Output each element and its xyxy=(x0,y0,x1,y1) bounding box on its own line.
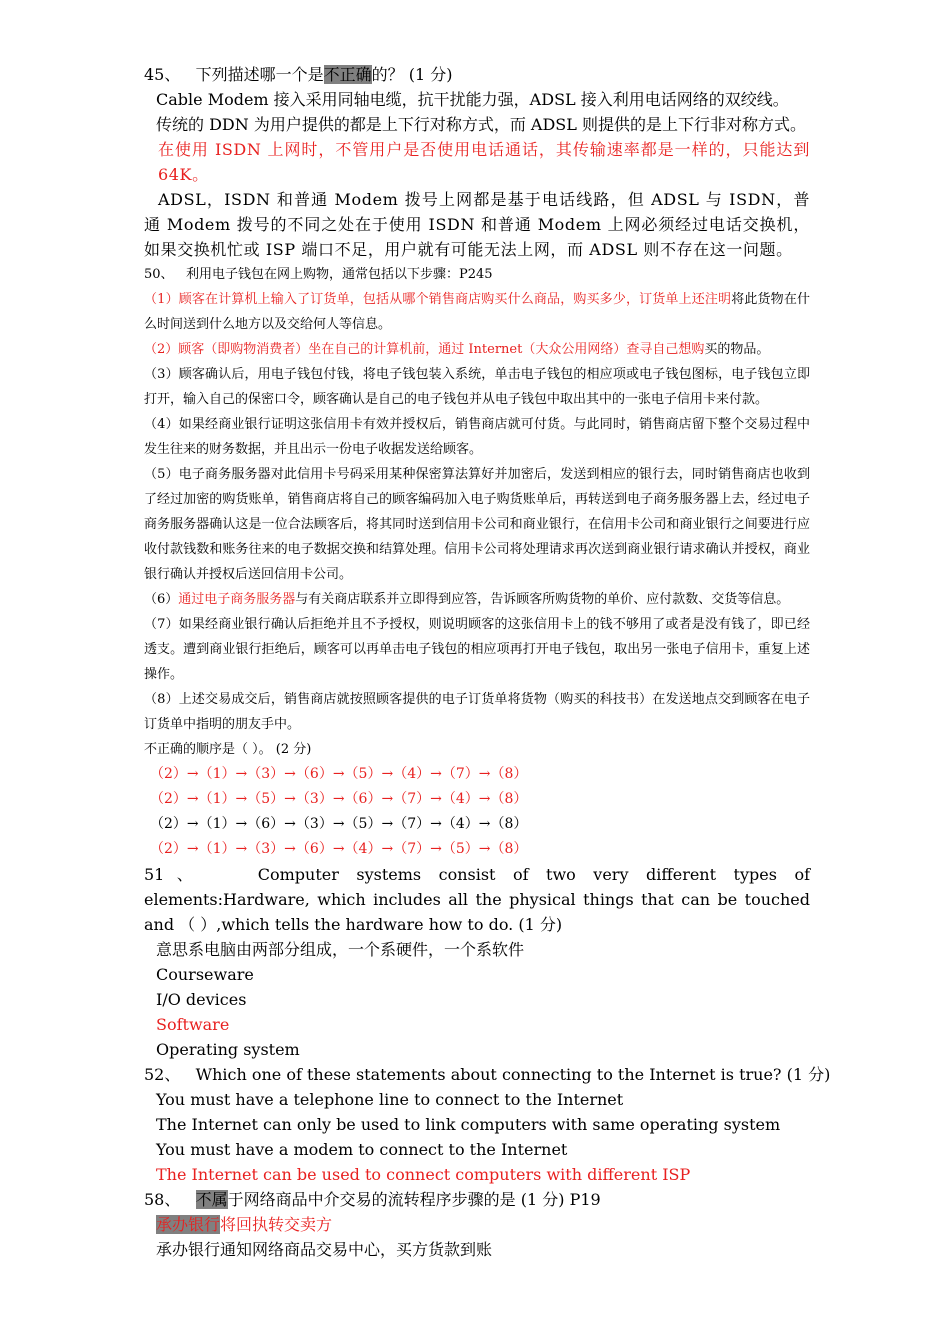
q58-stem-post: 于网络商品中介交易的流转程序步骤的是 (1 分) P19 xyxy=(227,1190,601,1209)
q50-ask: 不正确的顺序是（ ）。 (2 分) xyxy=(144,742,312,757)
q45-option-3-correct: 在使用 ISDN 上网时，不管用户是否使用电话通话，其传输速率都是一样的，只能达到 64K。 xyxy=(158,140,810,184)
q50-step-6-rest: 与有关商店联系并立即得到应答，告诉顾客所购货物的单价、应付款数、交货等信息。 xyxy=(295,592,790,607)
q45-option-4: ADSL，ISDN 和普通 Modem 拨号上网都是基于电话线路，但 ADSL 与 ISDN，普通 Modem 拨号的不同之处在于使用 ISDN 和普通 Modem 上网必须经过电话交换机，如果交换机忙或 ISP 端口不足，用户就有可能无法上网，而 ADSL 则不存在这一问题。 xyxy=(144,190,810,259)
q51-option-3-correct: Software xyxy=(156,1015,230,1034)
q50-step-7: （7）如果经商业银行确认后拒绝并且不予授权，则说明顾客的这张信用卡上的钱不够用了或者是没有钱了，即已经透支。遭到商业银行拒绝后，顾客可以再单击电子钱包的相应项再打开电子钱包，取出另一张电子信用卡，重复上述操作。 xyxy=(144,617,810,682)
q52-number: 52、 xyxy=(144,1065,181,1084)
q52-option-3: You must have a modem to connect to the Internet xyxy=(156,1140,568,1159)
q58-option-1 xyxy=(144,1212,810,1237)
q45-stem-highlight: 不正确 xyxy=(323,65,372,84)
document-page xyxy=(144,62,831,1262)
q51-number: 51、 xyxy=(144,865,206,884)
q50-step-3: （3）顾客确认后，用电子钱包付钱，将电子钱包装入系统，单击电子钱包的相应项或电子钱包图标，电子钱包立即打开，输入自己的保密口令，顾客确认是自己的电子钱包并从电子钱包中取出其中的一张电子信用卡来付款。 xyxy=(144,367,810,407)
q50-option-2: （2）→（1）→（5）→（3）→（6）→（7）→（4）→（8） xyxy=(150,791,528,807)
q45-stem-pre: 下列描述哪一个是 xyxy=(195,65,324,84)
q50-number: 50、 xyxy=(144,267,174,282)
q51-option-4: Operating system xyxy=(156,1040,300,1059)
q52-stem-text: Which one of these statements about connecting to the Internet is true? (1 分) xyxy=(195,1065,831,1084)
q50-step-1 xyxy=(144,287,810,337)
q52-option-4-correct: The Internet can be used to connect computers with different ISP xyxy=(156,1165,691,1184)
q58-option-1-highlight: 承办银行 xyxy=(156,1215,221,1234)
q58-option-1-rest: 将回执转交卖方 xyxy=(220,1215,333,1234)
q51-option-2: I/O devices xyxy=(156,990,247,1009)
q58-stem xyxy=(144,1187,810,1212)
q45-stem xyxy=(144,62,810,87)
q58-number: 58、 xyxy=(144,1190,181,1209)
q51-option-1: Courseware xyxy=(156,965,254,984)
q58-option-2: 承办银行通知网络商品交易中心，买方货款到账 xyxy=(156,1240,493,1259)
q45-option-1: Cable Modem 接入采用同轴电缆，抗干扰能力强，ADSL 接入利用电话网络的双绞线。 xyxy=(156,90,789,109)
q50-step-2 xyxy=(144,337,810,362)
q50-step-2-red: （2）顾客（即购物消费者）坐在自己的计算机前，通过 Internet（大众公用网络）查寻自己想购 xyxy=(144,342,705,357)
q50-step-6 xyxy=(144,587,810,612)
q50-step-8: （8）上述交易成交后，销售商店就按照顾客提供的电子订货单将货物（购买的科技书）在发送地点交到顾客在电子订货单中指明的朋友手中。 xyxy=(144,692,810,732)
q45-number: 45、 xyxy=(144,65,181,84)
q52-option-2: The Internet can only be used to link computers with same operating system xyxy=(156,1115,781,1134)
q58-stem-highlight: 不属 xyxy=(195,1190,228,1209)
q50-stem xyxy=(144,262,810,287)
q50-option-3: （2）→（1）→（6）→（3）→（5）→（7）→（4）→（8） xyxy=(150,816,528,832)
q51-note: 意思系电脑由两部分组成，一个系硬件，一个系软件 xyxy=(156,940,525,959)
q45-option-2: 传统的 DDN 为用户提供的都是上下行对称方式，而 ADSL 则提供的是上下行非对称方式。 xyxy=(156,115,806,134)
q50-step-6-pre: （6） xyxy=(144,592,179,607)
q52-option-1: You must have a telephone line to connect to the Internet xyxy=(156,1090,624,1109)
q50-step-4: （4）如果经商业银行证明这张信用卡有效并授权后，销售商店就可付货。与此同时，销售商店留下整个交易过程中发生往来的财务数据，并且出示一份电子收据发送给顾客。 xyxy=(144,417,810,457)
q50-option-1: （2）→（1）→（3）→（6）→（5）→（4）→（7）→（8） xyxy=(150,766,528,782)
q50-stem-text: 利用电子钱包在网上购物，通常包括以下步骤：P245 xyxy=(185,267,493,282)
q51-stem-text: Computer systems consist of two very different types of elements:Hardware, which includes all the physical things that can be touched and （ ）,which tells the hardware how to do. (1 分) xyxy=(144,865,810,934)
q50-step-2-rest: 买的物品。 xyxy=(704,342,770,357)
q50-step-5: （5）电子商务服务器对此信用卡号码采用某种保密算法算好并加密后，发送到相应的银行去，同时销售商店也收到了经过加密的购货账单，销售商店将自己的顾客编码加入电子购货账单后，再转送到电子商务服务器上去，经过电子商务服务器确认这是一位合法顾客后，将其同时送到信用卡公司和商业银行，在信用卡公司和商业银行之间要进行应收付款钱数和账务往来的电子数据交换和结算处理。信用卡公司将处理请求再次送到商业银行请求确认并授权，商业银行确认并授权后送回信用卡公司。 xyxy=(144,467,810,582)
q50-option-4: （2）→（1）→（3）→（6）→（4）→（7）→（5）→（8） xyxy=(150,841,528,857)
q50-step-1-rest: 将此货物在什么时间送到什么地方以及交给何人等信息。 xyxy=(144,292,810,332)
q51-stem xyxy=(144,862,810,937)
q52-stem xyxy=(144,1062,831,1087)
q50-step-6-red: 通过电子商务服务器 xyxy=(178,592,296,607)
q45-stem-post: 的？ (1 分) xyxy=(371,65,453,84)
q50-step-1-red: （1）顾客在计算机上输入了订货单，包括从哪个销售商店购买什么商品，购买多少，订货单上还注明 xyxy=(144,292,732,307)
